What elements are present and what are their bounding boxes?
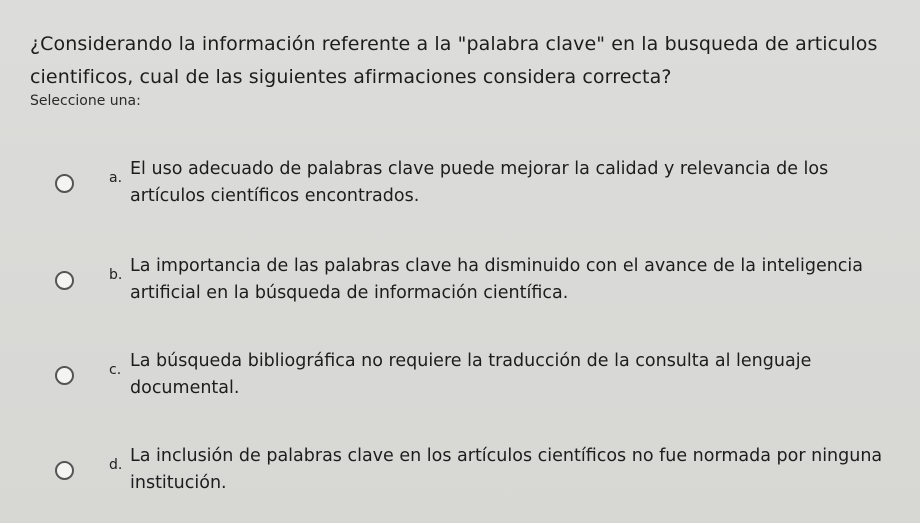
option-text-d: La inclusión de palabras clave en los artículos científicos no fue normada por ninguna institución. xyxy=(130,446,883,493)
option-letter-c: c. xyxy=(109,362,122,378)
question-text: ¿Considerando la información referente a la "palabra clave" en la busqueda de articulos cientificos, cual de las siguientes afirmaciones considera correcta? xyxy=(30,33,878,88)
option-b[interactable] xyxy=(55,257,895,317)
option-text-a: El uso adecuado de palabras clave puede mejorar la calidad y relevancia de los artículos científicos encontrados. xyxy=(130,159,829,206)
option-d[interactable] xyxy=(55,447,895,507)
option-letter-d: d. xyxy=(109,457,123,473)
radio-button-a[interactable] xyxy=(55,174,74,193)
option-text-c: La búsqueda bibliográfica no requiere la traducción de la consulta al lenguaje documental. xyxy=(130,351,812,398)
option-text-b: La importancia de las palabras clave ha disminuido con el avance de la inteligencia artificial en la búsqueda de información científica. xyxy=(130,256,864,303)
option-a[interactable] xyxy=(55,160,895,220)
option-letter-b: b. xyxy=(109,267,123,283)
radio-button-d[interactable] xyxy=(55,461,74,480)
radio-button-b[interactable] xyxy=(55,271,74,290)
radio-button-c[interactable] xyxy=(55,366,74,385)
option-c[interactable] xyxy=(55,352,895,412)
option-letter-a: a. xyxy=(109,170,123,186)
select-one-prompt: Seleccione una: xyxy=(30,93,141,109)
